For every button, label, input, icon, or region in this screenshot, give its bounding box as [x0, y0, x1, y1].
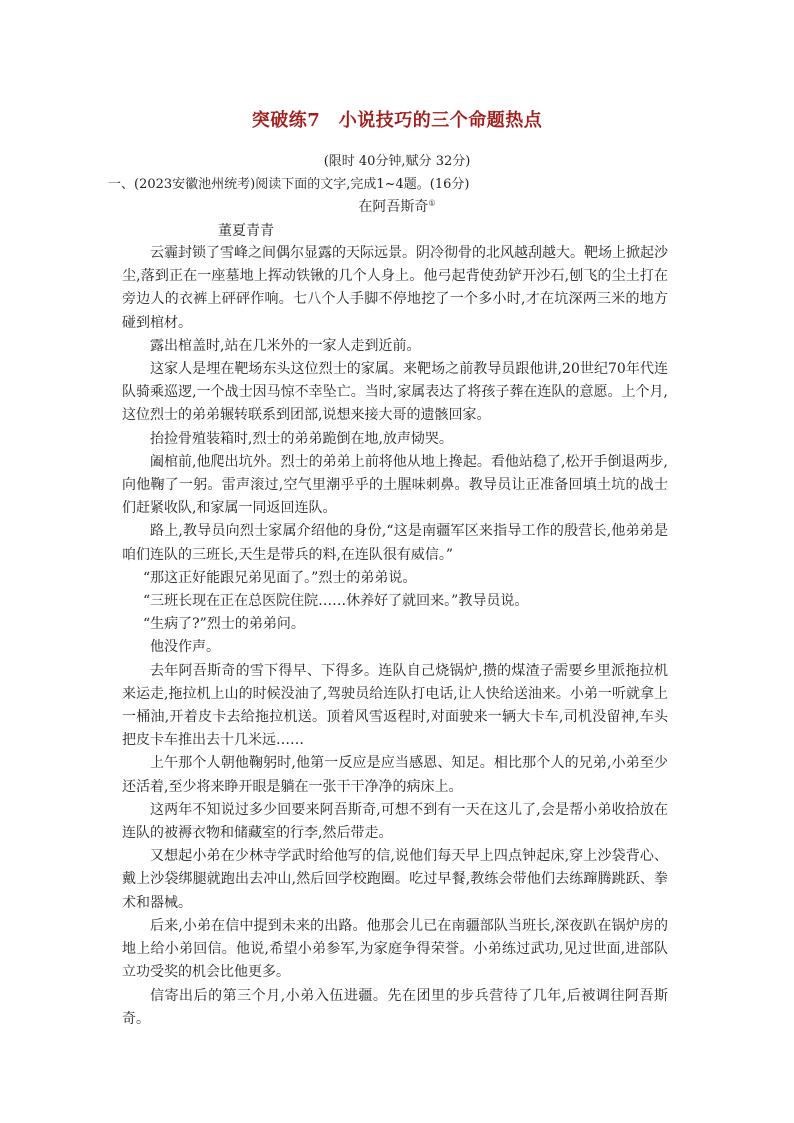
footnote-marker: ①: [428, 198, 436, 208]
story-author: 董夏青青: [218, 223, 274, 239]
paragraph: 路上,教导员向烈士家属介绍他的身份,“这是南疆军区来指导工作的殷营长,他弟弟是咱们连队的三班长,天生是带兵的料,在连队很有威信。”: [122, 523, 668, 563]
paragraph: 这两年不知说过多少回要来阿吾斯奇,可想不到有一天在这儿了,会是帮小弟收拾放在连队的被褥衣物和储藏室的行李,然后带走。: [122, 801, 668, 842]
paragraph: 信寄出后的第三个月,小弟入伍进疆。先在团里的步兵营待了几年,后被调往阿吾斯奇。: [122, 987, 668, 1027]
page-title: 突破练7 小说技巧的三个命题热点: [251, 110, 543, 131]
paragraph: 后来,小弟在信中提到未来的出路。他那会儿已在南疆部队当班长,深夜趴在锅炉房的地上给小弟回信。他说,希望小弟参军,为家庭争得荣誉。小弟练过武功,见过世面,进部队立功受奖的机会比他更多。: [122, 917, 668, 981]
paragraph: 他没作声。: [150, 639, 220, 656]
paragraph: 上午那个人朝他鞠躬时,他第一反应是应当感恩、知足。相比那个人的兄弟,小弟至少还活着,至少将来睁开眼是躺在一张干干净净的病床上。: [122, 755, 668, 795]
paragraph: “那这正好能跟兄弟见面了。”烈士的弟弟说。: [143, 569, 417, 586]
paragraph: “三班长现在正在总医院住院……休养好了就回来。”教导员说。: [143, 593, 529, 610]
paragraph: 这家人是埋在靶场东头这位烈士的家属。来靶场之前教导员跟他讲,20世纪70年代连队骑乘巡逻,一个战士因马惊不幸坠亡。当时,家属表达了将孩子葬在连队的意愿。上个月,这位烈士的弟弟辗转联系到团部,说想来接大哥的遗骸回家。: [122, 361, 668, 424]
paragraph: 露出棺盖时,站在几米外的一家人走到近前。: [150, 337, 421, 354]
paragraph: 去年阿吾斯奇的雪下得早、下得多。连队自己烧锅炉,攒的煤渣子需要乡里派拖拉机来运走,拖拉机上山的时候没油了,驾驶员给连队打电话,让人快给送油来。小弟一听就拿上一桶油,开着皮卡去给拖拉机送。顶着风雪返程时,对面驶来一辆大卡车,司机没留神,车头把皮卡车推出去十几米远……: [122, 662, 668, 749]
paragraph: 阖棺前,他爬出坑外。烈士的弟弟上前将他从地上搀起。看他站稳了,松开手倒退两步,向他鞠了一躬。雷声滚过,空气里潮乎乎的土腥味刺鼻。教导员让正准备回填土坑的战士们赶紧收队,和家属一同返回连队。: [122, 453, 668, 517]
paragraph: 抬捡骨殖装箱时,烈士的弟弟跪倒在地,放声恸哭。: [150, 430, 453, 447]
story-title-text: 在阿吾斯奇: [358, 199, 429, 215]
story-title: [0, 196, 794, 216]
question-intro: 一、(2023安徽池州统考)阅读下面的文字,完成1~4题。(16分): [108, 177, 470, 192]
paragraph: “生病了?”烈士的弟弟问。: [143, 616, 305, 633]
paragraph: 又想起小弟在少林寺学武时给他写的信,说他们每天早上四点钟起床,穿上沙袋背心、戴上沙袋绑腿就跑出去冲山,然后回学校跑圈。吃过早餐,教练会带他们去练蹿腾跳跃、拳术和器械。: [122, 848, 668, 911]
paragraph: 云霾封锁了雪峰之间偶尔显露的天际远景。阴冷彻骨的北风越刮越大。靶场上掀起沙尘,落到正在一座墓地上挥动铁锹的几个人身上。他弓起背使劲铲开沙石,刨飞的尘土打在旁边人的衣裤上砰砰作响。七八个人手脚不停地挖了一个多小时,才在坑深两三米的地方碰到棺材。: [122, 245, 668, 331]
time-limit-note: (限时 40分钟,赋分 32分): [323, 154, 471, 169]
story-body: [122, 242, 668, 1031]
